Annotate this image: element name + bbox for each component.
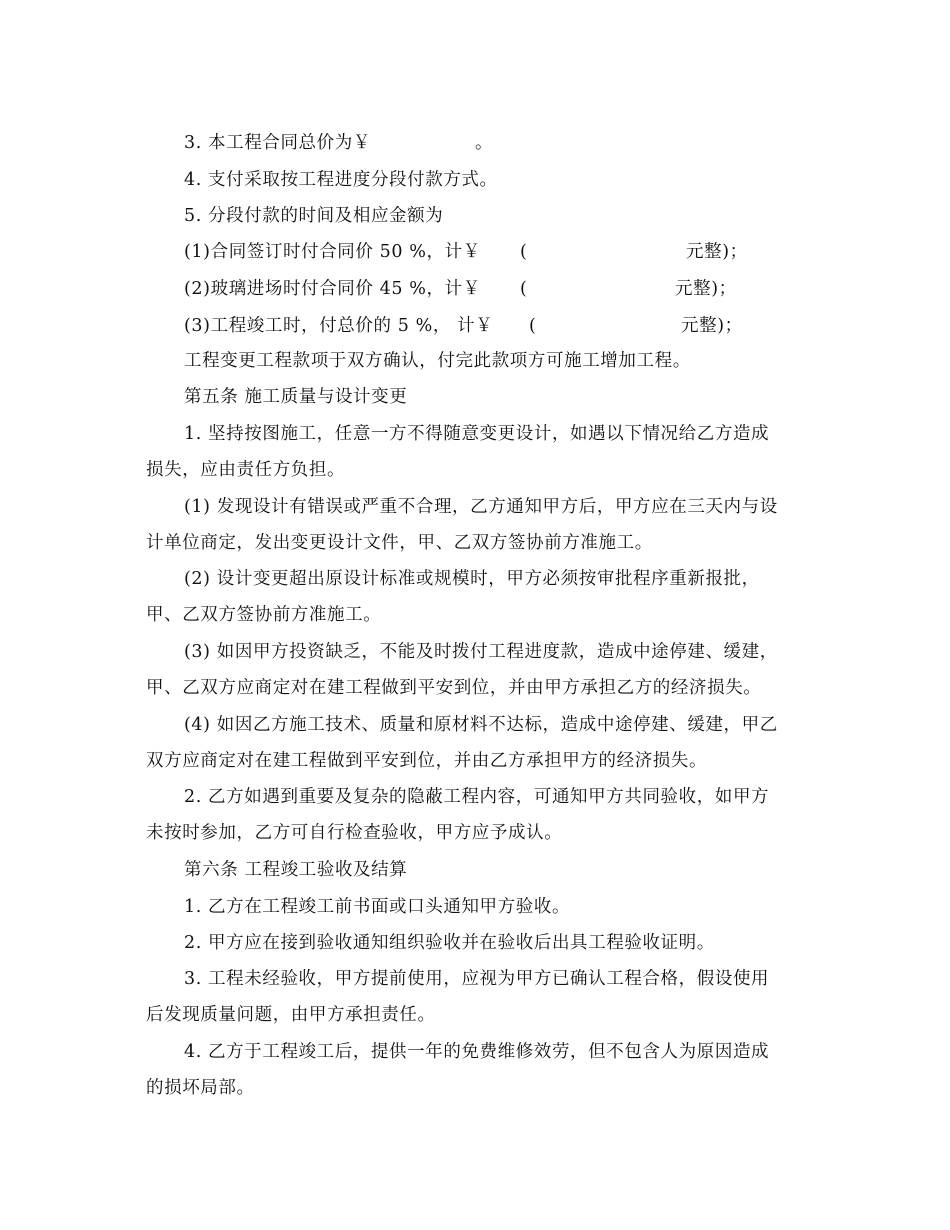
installment-end: 元整)； [675,279,737,299]
installment-paren: ( [520,279,528,299]
article6-item3-line1: 3. 工程未经验收，甲方提前使用，应视为甲方已确认工程合格，假设使用 [184,969,770,989]
change-payment-line: 工程变更工程款项于双方确认，付完此款项方可施工增加工程。 [184,351,691,371]
installment-end: 元整)； [686,242,748,262]
installment-text: (2)玻璃进场时付合同价 45 %，计￥ [184,279,481,299]
payment-method-line: 4. 支付采取按工程进度分段付款方式。 [184,170,498,190]
article5-sub2-line2: 甲、乙双方签协前方准施工。 [146,605,382,625]
article5-item2-line2: 未按时参加，乙方可自行检查验收，甲方应予成认。 [146,823,563,843]
article6-heading: 第六条 工程竣工验收及结算 [184,860,408,880]
article5-sub1-line1: (1) 发现设计有错误或严重不合理，乙方通知甲方后，甲方应在三天内与设 [184,497,778,517]
article5-item1-line2: 损失，应由责任方负担。 [146,460,346,480]
installment-paren: ( [529,316,537,336]
article6-item2: 2. 甲方应在接到验收通知组织验收并在验收后出具工程验收证明。 [184,933,715,953]
installment-paren: ( [520,242,528,262]
article5-item2-line1: 2. 乙方如遇到重要及复杂的隐蔽工程内容，可通知甲方共同验收，如甲方 [184,787,770,807]
article6-item4-line2: 的损坏局部。 [146,1078,255,1098]
article6-item3-line2: 后发现质量问题，由甲方承担责任。 [146,1005,436,1025]
installment-end: 元整)； [681,316,743,336]
contract-total-text: 3. 本工程合同总价为￥ [184,133,371,153]
article5-item1-line1: 1. 坚持按图施工，任意一方不得随意变更设计，如遇以下情况给乙方造成 [184,424,770,444]
article6-item1: 1. 乙方在工程竣工前书面或口头通知甲方验收。 [184,897,571,917]
article5-sub3-line1: (3) 如因甲方投资缺乏，不能及时拨付工程进度款，造成中途停建、缓建， [184,642,778,662]
installment-text: (1)合同签订时付合同价 50 %，计￥ [184,242,481,262]
article5-heading: 第五条 施工质量与设计变更 [184,387,408,407]
installment-intro-line: 5. 分段付款的时间及相应金额为 [184,206,444,226]
article5-sub4-line2: 双方应商定对在建工程做到平安到位，并由乙方承担甲方的经济损失。 [146,751,708,771]
article6-item4-line1: 4. 乙方于工程竣工后，提供一年的免费维修效劳，但不包含人为原因造成 [184,1042,770,1062]
article5-sub4-line1: (4) 如因乙方施工技术、质量和原材料不达标，造成中途停建、缓建，甲乙 [184,715,778,735]
article5-sub3-line2: 甲、乙双方应商定对在建工程做到平安到位，并由甲方承担乙方的经济损失。 [146,678,762,698]
article5-sub2-line1: (2) 设计变更超出原设计标准或规模时，甲方必须按审批程序重新报批， [184,569,760,589]
contract-total-end: 。 [475,133,494,153]
installment-text: (3)工程竣工时，付总价的 5 %， 计￥ [184,316,494,336]
article5-sub1-line2: 计单位商定，发出变更设计文件，甲、乙双方签协前方准施工。 [146,533,653,553]
